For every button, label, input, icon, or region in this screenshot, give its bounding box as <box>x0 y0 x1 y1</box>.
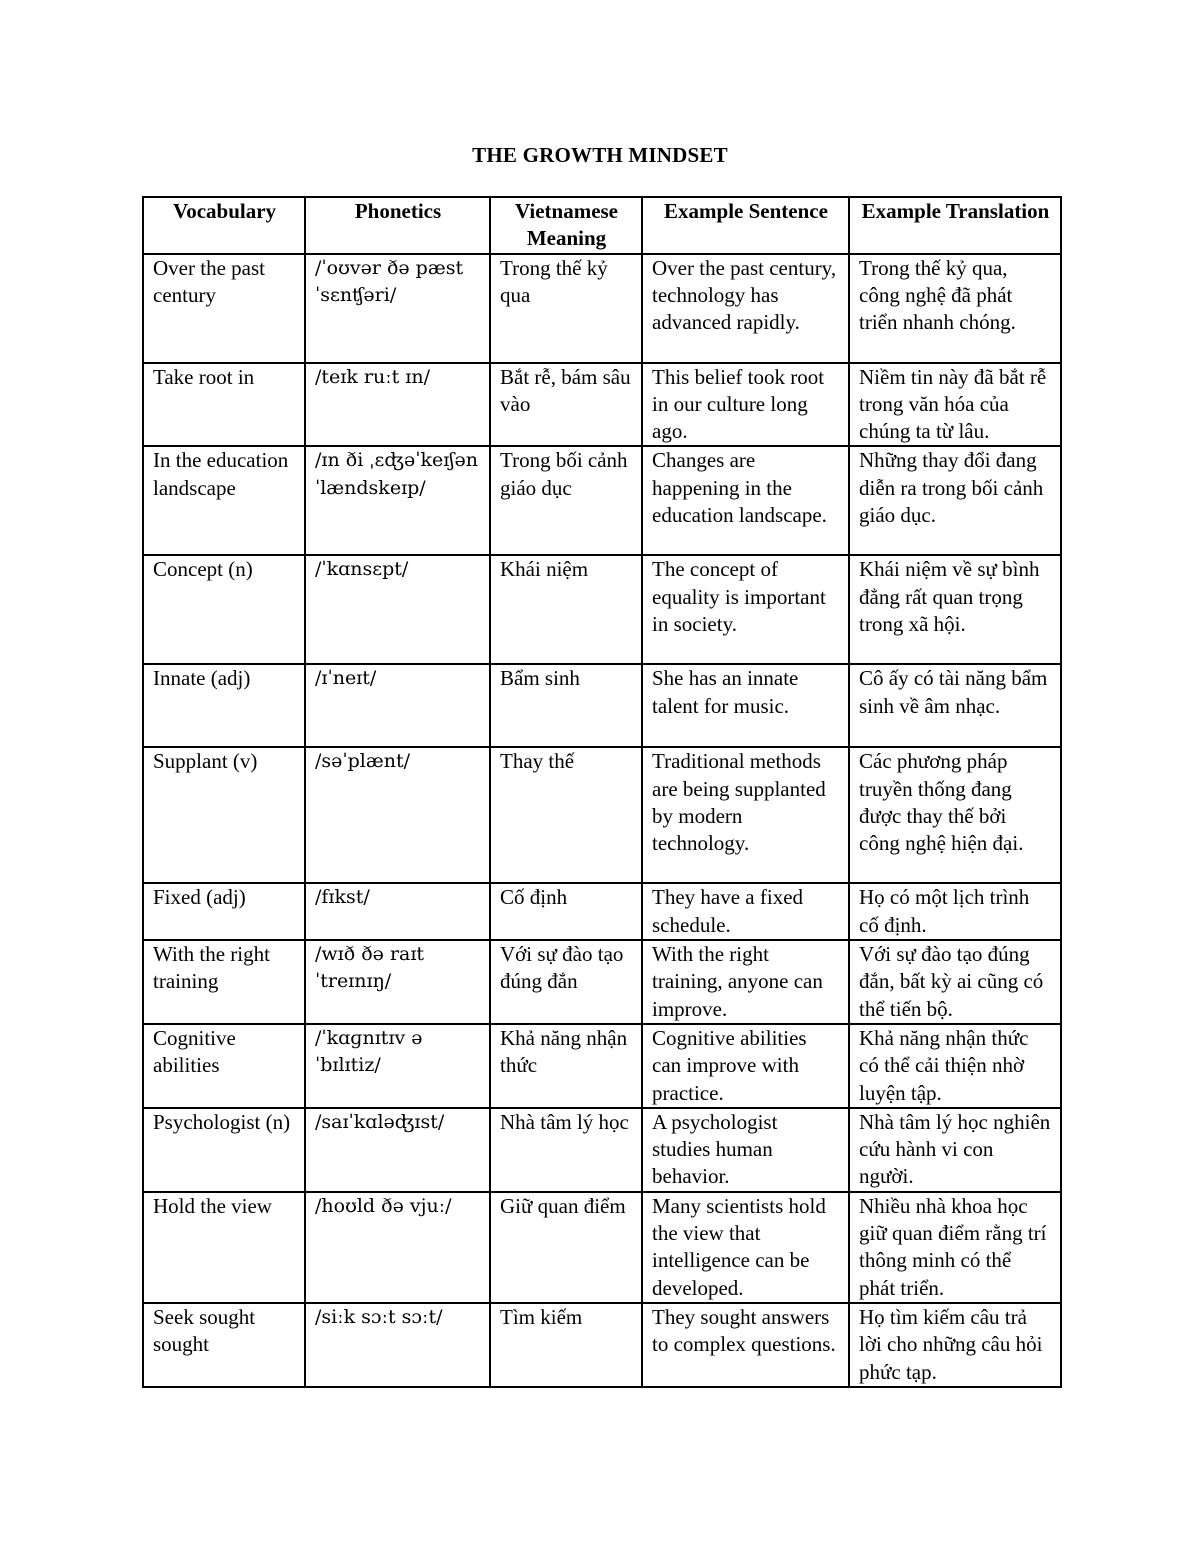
header-example-translation: Example Translation <box>849 197 1061 254</box>
cell-example-sentence: With the right training, anyone can improve. <box>642 940 849 1024</box>
header-example-sentence: Example Sentence <box>642 197 849 254</box>
table-row <box>143 254 1061 363</box>
cell-example-translation: Trong thế kỷ qua, công nghệ đã phát triển nhanh chóng. <box>849 254 1061 363</box>
cell-example-sentence: Many scientists hold the view that intelligence can be developed. <box>642 1192 849 1303</box>
cell-phonetics: /ɪˈneɪt/ <box>305 664 490 747</box>
cell-example-translation: Khả năng nhận thức có thể cải thiện nhờ luyện tập. <box>849 1024 1061 1108</box>
cell-example-sentence: Changes are happening in the education landscape. <box>642 446 849 555</box>
cell-vocabulary: With the right training <box>143 940 305 1024</box>
table-row <box>143 1108 1061 1192</box>
cell-phonetics: /saɪˈkɑləʤɪst/ <box>305 1108 490 1192</box>
cell-phonetics: /wɪð ðə raɪt ˈtreɪnɪŋ/ <box>305 940 490 1024</box>
cell-vietnamese-meaning: Khả năng nhận thức <box>490 1024 642 1108</box>
table-row <box>143 664 1061 747</box>
cell-phonetics: /teɪk ruːt ɪn/ <box>305 363 490 447</box>
table-row <box>143 1024 1061 1108</box>
cell-phonetics: /siːk sɔːt sɔːt/ <box>305 1303 490 1387</box>
table-row <box>143 1192 1061 1303</box>
cell-phonetics: /ɪn ði ˌɛʤəˈkeɪʃən ˈlændskeɪp/ <box>305 446 490 555</box>
cell-example-sentence: Over the past century, technology has advanced rapidly. <box>642 254 849 363</box>
table-body <box>143 254 1061 1387</box>
cell-example-translation: Cô ấy có tài năng bẩm sinh về âm nhạc. <box>849 664 1061 747</box>
cell-vocabulary: Over the past century <box>143 254 305 363</box>
cell-vocabulary: Supplant (v) <box>143 747 305 883</box>
cell-example-translation: Các phương pháp truyền thống đang được thay thế bởi công nghệ hiện đại. <box>849 747 1061 883</box>
cell-vocabulary: Psychologist (n) <box>143 1108 305 1192</box>
cell-example-translation: Với sự đào tạo đúng đắn, bất kỳ ai cũng có thể tiến bộ. <box>849 940 1061 1024</box>
cell-example-sentence: The concept of equality is important in society. <box>642 555 849 664</box>
page-title: THE GROWTH MINDSET <box>472 143 728 167</box>
cell-example-translation: Họ có một lịch trình cố định. <box>849 883 1061 940</box>
cell-vietnamese-meaning: Với sự đào tạo đúng đắn <box>490 940 642 1024</box>
cell-vocabulary: Cognitive abilities <box>143 1024 305 1108</box>
cell-vocabulary: In the education landscape <box>143 446 305 555</box>
cell-vocabulary: Concept (n) <box>143 555 305 664</box>
table-row <box>143 940 1061 1024</box>
cell-phonetics: /ˈoʊvər ðə pæst ˈsɛnʧəri/ <box>305 254 490 363</box>
cell-example-translation: Niềm tin này đã bắt rễ trong văn hóa của chúng ta từ lâu. <box>849 363 1061 447</box>
cell-vietnamese-meaning: Trong bối cảnh giáo dục <box>490 446 642 555</box>
cell-vietnamese-meaning: Khái niệm <box>490 555 642 664</box>
cell-example-sentence: Traditional methods are being supplanted by modern technology. <box>642 747 849 883</box>
cell-vietnamese-meaning: Bẩm sinh <box>490 664 642 747</box>
table-row <box>143 446 1061 555</box>
cell-vocabulary: Take root in <box>143 363 305 447</box>
table-row <box>143 883 1061 940</box>
cell-phonetics: /fɪkst/ <box>305 883 490 940</box>
cell-vietnamese-meaning: Trong thế kỷ qua <box>490 254 642 363</box>
cell-vocabulary: Innate (adj) <box>143 664 305 747</box>
header-row <box>143 197 1061 254</box>
cell-vietnamese-meaning: Bắt rễ, bám sâu vào <box>490 363 642 447</box>
cell-example-translation: Khái niệm về sự bình đẳng rất quan trọng trong xã hội. <box>849 555 1061 664</box>
cell-example-sentence: This belief took root in our culture long ago. <box>642 363 849 447</box>
cell-vocabulary: Hold the view <box>143 1192 305 1303</box>
cell-example-sentence: They sought answers to complex questions. <box>642 1303 849 1387</box>
cell-example-sentence: A psychologist studies human behavior. <box>642 1108 849 1192</box>
cell-phonetics: /ˈkɑɡnɪtɪv əˈbɪlɪtiz/ <box>305 1024 490 1108</box>
cell-phonetics: /hoʊld ðə vjuː/ <box>305 1192 490 1303</box>
cell-phonetics: /səˈplænt/ <box>305 747 490 883</box>
cell-example-sentence: She has an innate talent for music. <box>642 664 849 747</box>
header-phonetics: Phonetics <box>305 197 490 254</box>
table-row <box>143 363 1061 447</box>
cell-example-translation: Nhiều nhà khoa học giữ quan điểm rằng trí thông minh có thể phát triển. <box>849 1192 1061 1303</box>
cell-vietnamese-meaning: Cố định <box>490 883 642 940</box>
cell-example-sentence: They have a fixed schedule. <box>642 883 849 940</box>
header-vietnamese-meaning: Vietnamese Meaning <box>490 197 642 254</box>
cell-vocabulary: Fixed (adj) <box>143 883 305 940</box>
cell-phonetics: /ˈkɑnsɛpt/ <box>305 555 490 664</box>
cell-example-sentence: Cognitive abilities can improve with practice. <box>642 1024 849 1108</box>
cell-example-translation: Nhà tâm lý học nghiên cứu hành vi con người. <box>849 1108 1061 1192</box>
table-row <box>143 555 1061 664</box>
cell-vietnamese-meaning: Nhà tâm lý học <box>490 1108 642 1192</box>
cell-vocabulary: Seek sought sought <box>143 1303 305 1387</box>
table-row <box>143 747 1061 883</box>
vocabulary-table <box>142 196 1062 1388</box>
cell-example-translation: Những thay đổi đang diễn ra trong bối cảnh giáo dục. <box>849 446 1061 555</box>
cell-vietnamese-meaning: Tìm kiếm <box>490 1303 642 1387</box>
cell-vietnamese-meaning: Thay thế <box>490 747 642 883</box>
header-vocabulary: Vocabulary <box>143 197 305 254</box>
cell-vietnamese-meaning: Giữ quan điểm <box>490 1192 642 1303</box>
table-row <box>143 1303 1061 1387</box>
cell-example-translation: Họ tìm kiếm câu trả lời cho những câu hỏi phức tạp. <box>849 1303 1061 1387</box>
table-header <box>143 197 1061 254</box>
